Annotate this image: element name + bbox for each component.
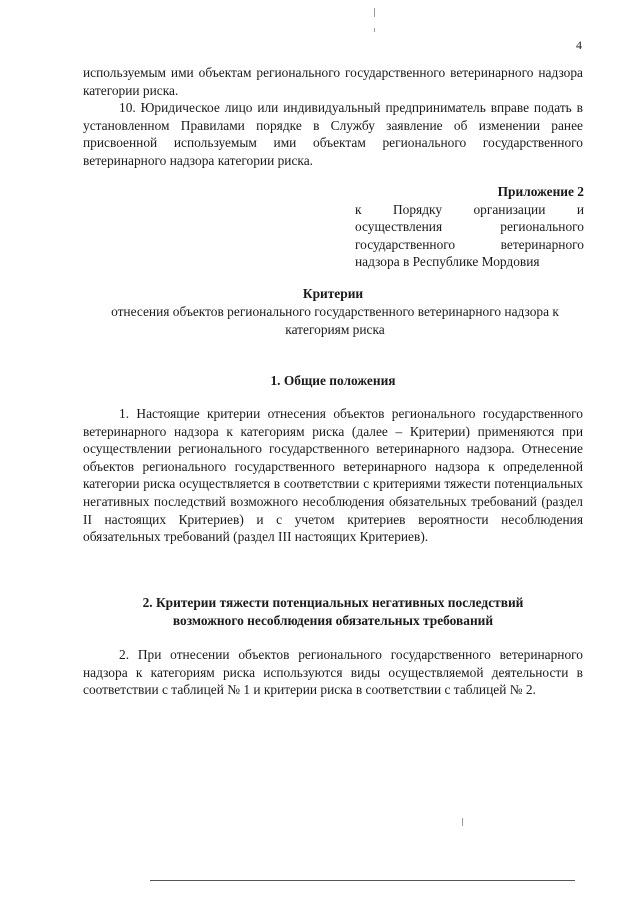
appendix-body: к Порядку организации и осуществления регионального государственного ветеринарного надзора в Республике Мордовия xyxy=(355,201,584,270)
section-2-heading-line1: 2. Критерии тяжести потенциальных негативных последствий xyxy=(142,595,524,610)
continuation-paragraph: используемым ими объектам регионального государственного ветеринарного надзора категории риска. xyxy=(83,65,583,98)
criteria-subtitle: отнесения объектов регионального государственного ветеринарного надзора к категориям риска xyxy=(111,304,559,337)
appendix-title: Приложение 2 xyxy=(497,184,584,199)
scan-artifact xyxy=(374,28,375,32)
section-1-paragraph: 1. Настоящие критерии отнесения объектов регионального государственного ветеринарного надзора к категориям риска (далее – Критерии) применяются при осуществлении регионального государственного ветеринарного надзора. Отнесение объектов регионального государственного ветеринарного надзора к определенной категории риска осуществляется в соответствии с критериями тяжести потенциальных негативных последствий возможного несоблюдения обязательных требований (раздел II настоящих Критериев) и с учетом критериев вероятности несоблюдения обязательных требований (раздел III настоящих Критериев). xyxy=(83,406,583,545)
section-2-paragraph: 2. При отнесении объектов регионального государственного ветеринарного надзора к категориям риска используются виды осуществляемой деятельности в соответствии с таблицей № 1 и критерии риска в соответствии с таблицей № 2. xyxy=(83,647,583,698)
appendix-block xyxy=(355,183,584,271)
scan-artifact xyxy=(374,8,375,17)
page-number: 4 xyxy=(576,38,582,52)
criteria-title: Критерии xyxy=(302,286,364,301)
section-2-heading-line2: возможного несоблюдения обязательных требований xyxy=(172,613,494,628)
paragraph-item-10: 10. Юридическое лицо или индивидуальный предприниматель вправе подать в установленном Правилами порядке в Службу заявление об изменении ранее присвоенной используемым ими объектам регионального государственного ветеринарного надзора категории риска. xyxy=(83,100,583,168)
bottom-rule xyxy=(150,880,575,881)
scan-artifact xyxy=(462,818,463,826)
section-1-heading: 1. Общие положения xyxy=(270,373,396,388)
